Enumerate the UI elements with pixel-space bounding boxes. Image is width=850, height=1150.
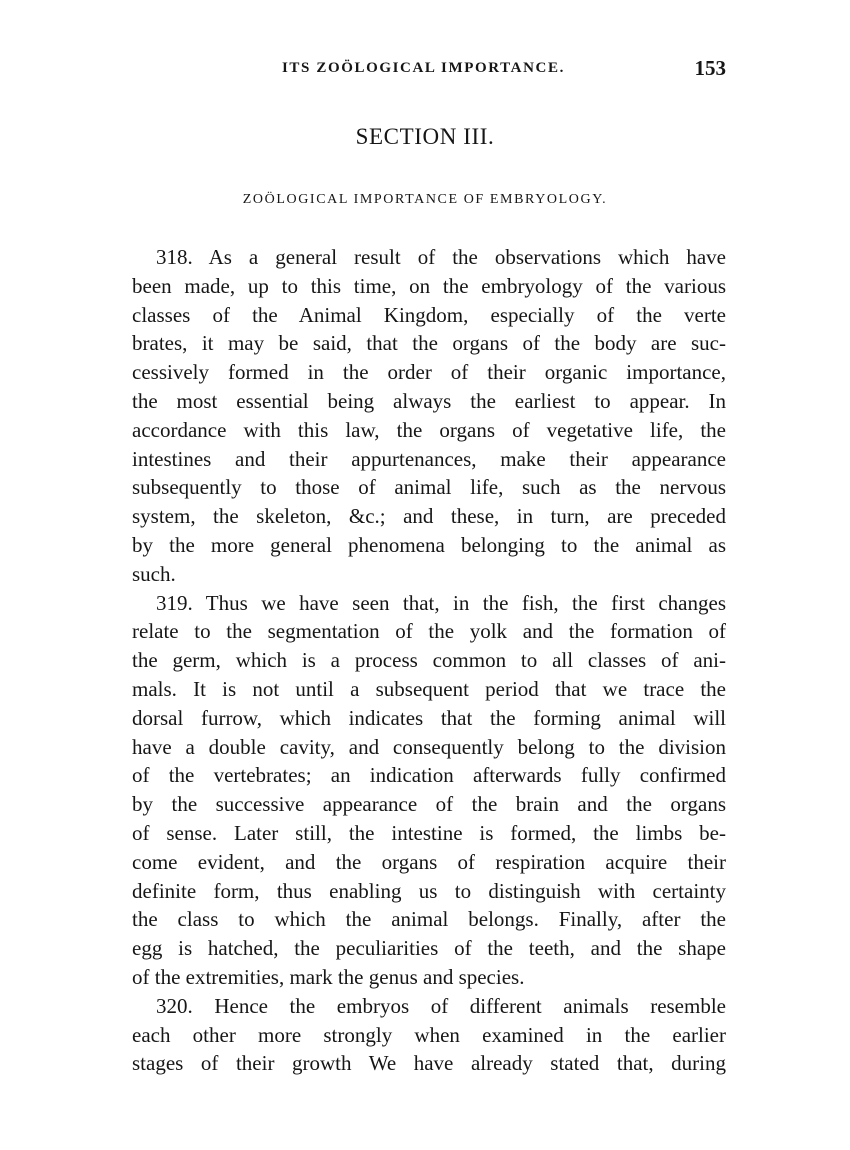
text-line: the class to which the animal belongs. Finally, after the: [132, 907, 726, 932]
text-line: brates, it may be said, that the organs of the body are suc-: [132, 331, 726, 356]
text-line: 318. As a general result of the observations which have: [156, 245, 726, 269]
running-title: ITS ZOÖLOGICAL IMPORTANCE.: [282, 60, 565, 76]
text-line: definite form, thus enabling us to distinguish with certainty: [132, 878, 726, 903]
text-line: by the more general phenomena belonging to the animal as: [132, 532, 726, 557]
text-line: relate to the segmentation of the yolk and the formation of: [132, 619, 726, 644]
body-text: [132, 243, 726, 1078]
text-line: by the successive appearance of the brain and the organs: [132, 792, 726, 817]
text-line: egg is hatched, the peculiarities of the teeth, and the shape: [132, 936, 726, 961]
page-number: 153: [694, 56, 726, 80]
text-line: the most essential being always the earliest to appear. In: [132, 388, 726, 413]
text-line: each other more strongly when examined in the earlier: [132, 1022, 726, 1047]
text-line: have a double cavity, and consequently belong to the division: [132, 734, 726, 759]
text-line: such.: [132, 561, 176, 586]
text-line: dorsal furrow, which indicates that the forming animal will: [132, 705, 726, 730]
section-subtitle: ZOÖLOGICAL IMPORTANCE OF EMBRYOLOGY.: [242, 192, 608, 207]
text-line: of the extremities, mark the genus and species.: [132, 964, 525, 989]
text-line: 319. Thus we have seen that, in the fish, the first changes: [156, 590, 726, 615]
text-line: intestines and their appurtenances, make their appearance: [132, 446, 726, 471]
text-line: 320. Hence the embryos of different animals resemble: [156, 993, 726, 1018]
text-line: classes of the Animal Kingdom, especially of the verte: [132, 302, 726, 327]
text-line: system, the skeleton, &c.; and these, in turn, are preceded: [132, 504, 726, 529]
text-line: subsequently to those of animal life, such as the nervous: [132, 475, 726, 500]
text-line: cessively formed in the order of their organic importance,: [132, 360, 726, 385]
text-line: stages of their growth We have already stated that, during: [132, 1051, 726, 1076]
text-line: of the vertebrates; an indication afterwards fully confirmed: [132, 763, 726, 788]
text-line: the germ, which is a process common to all classes of ani-: [132, 648, 726, 673]
running-head: [132, 58, 726, 88]
section-title: SECTION III.: [355, 124, 495, 149]
text-line: been made, up to this time, on the embryology of the various: [132, 273, 726, 298]
text-line: come evident, and the organs of respiration acquire their: [132, 849, 726, 874]
text-line: mals. It is not until a subsequent period that we trace the: [132, 676, 726, 701]
text-line: of sense. Later still, the intestine is formed, the limbs be-: [132, 820, 726, 845]
text-line: accordance with this law, the organs of vegetative life, the: [132, 417, 726, 442]
